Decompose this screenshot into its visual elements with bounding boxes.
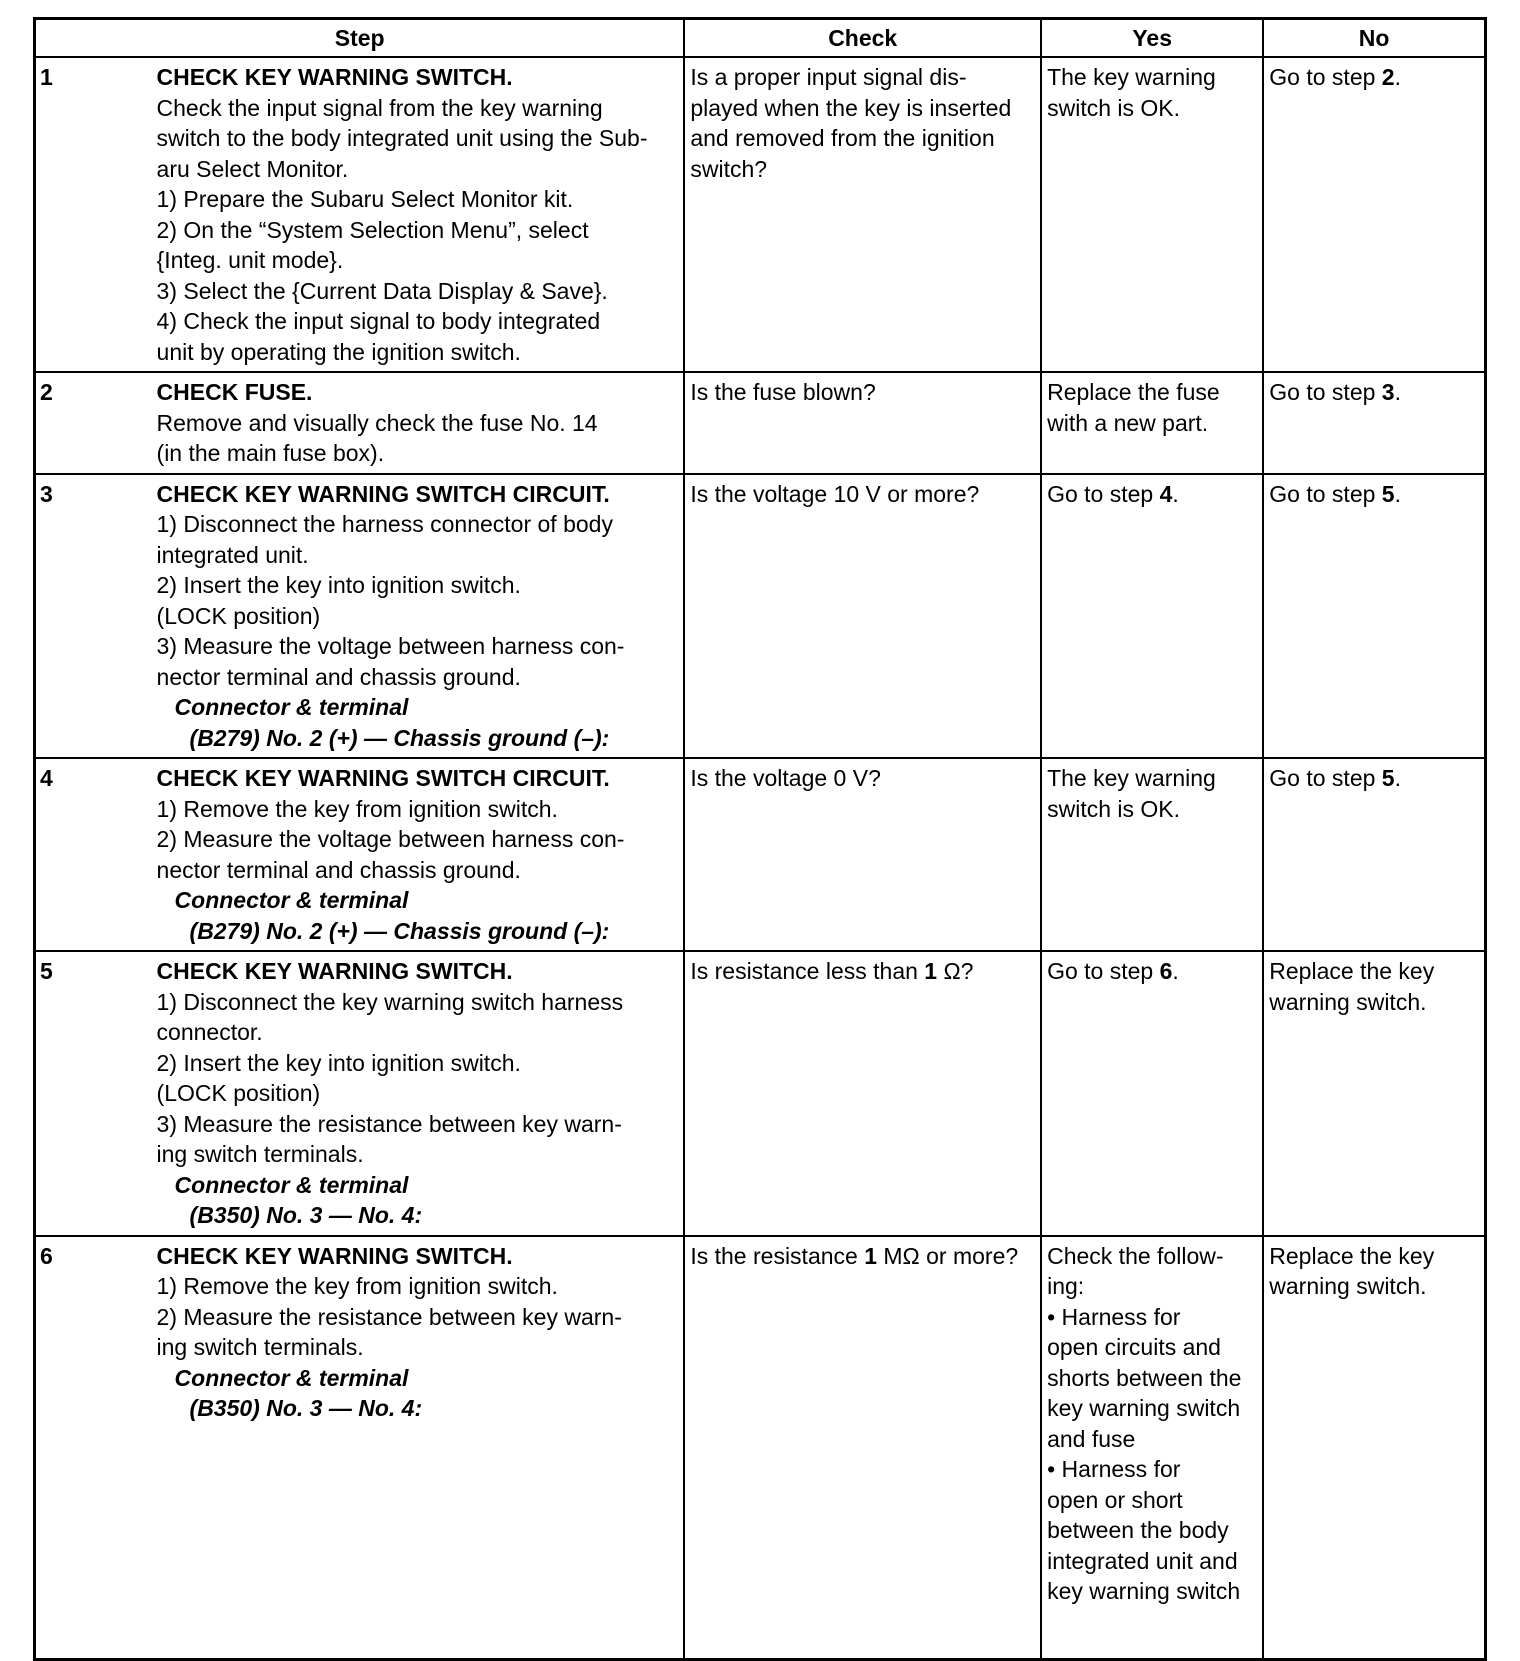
step-line: ing switch terminals. xyxy=(156,1334,364,1360)
step-line: 2) Insert the key into ignition switch. xyxy=(156,572,521,598)
yes-line: open circuits and xyxy=(1047,1334,1221,1360)
step-line: Remove and visually check the fuse No. 14 xyxy=(156,409,598,436)
step-line: 2) Measure the resistance between key warn- xyxy=(156,1303,622,1330)
step-number: 6 xyxy=(35,1236,157,1660)
step-line: (LOCK position) xyxy=(156,1080,321,1106)
no-cell xyxy=(1263,57,1485,372)
header-check: Check xyxy=(684,19,1041,58)
check-bold-value: 1 xyxy=(864,1242,877,1269)
no-step-number: 3 xyxy=(1381,379,1395,405)
yes-line: between the body xyxy=(1047,1517,1229,1543)
step-title: CHECK KEY WARNING SWITCH. xyxy=(156,64,513,90)
yes-line: with a new part. xyxy=(1047,409,1209,436)
no-step-number: 5 xyxy=(1381,480,1395,507)
connector-terminal-value: (B279) No. 2 (+) — Chassis ground (–): xyxy=(189,724,610,751)
check-line: played when the key is inserted xyxy=(690,94,1012,121)
step-line: 1) Disconnect the harness connector of body xyxy=(156,511,613,537)
step-line: (LOCK position) xyxy=(156,602,321,629)
step-line: unit by operating the ignition switch. xyxy=(156,338,521,365)
no-prefix: Go to step xyxy=(1269,64,1382,90)
step-line: nector terminal and chassis ground. xyxy=(156,856,521,883)
connector-terminal-label: Connector & terminal xyxy=(174,1171,409,1198)
no-cell xyxy=(1263,951,1485,1236)
step-cell xyxy=(157,758,685,951)
connector-terminal-value: (B279) No. 2 (+) — Chassis ground (–): xyxy=(189,917,610,944)
step-line: switch to the body integrated unit using the Sub- xyxy=(156,125,648,151)
step-line: 2) Insert the key into ignition switch. xyxy=(156,1049,521,1076)
check-cell xyxy=(684,951,1041,1236)
check-suffix: MΩ or more? xyxy=(877,1242,1019,1269)
step-line: 4) Check the input signal to body integrated xyxy=(156,308,601,334)
yes-cell xyxy=(1041,951,1263,1236)
yes-step-number: 4 xyxy=(1159,480,1173,507)
no-cell xyxy=(1263,758,1485,951)
step-line: 3) Select the {Current Data Display & Save}. xyxy=(156,277,608,304)
step-line: 2) On the “System Selection Menu”, select xyxy=(156,216,589,243)
yes-cell xyxy=(1041,57,1263,372)
check-line: Is the voltage 10 V or more? xyxy=(690,480,980,507)
yes-cell xyxy=(1041,372,1263,474)
step-line: {Integ. unit mode}. xyxy=(156,247,344,273)
step-title: CHECK KEY WARNING SWITCH. xyxy=(156,958,513,984)
step-line: ing switch terminals. xyxy=(156,1141,364,1167)
no-line: Replace the key xyxy=(1269,958,1435,984)
step-title: CHECK FUSE. xyxy=(156,379,313,405)
yes-cell xyxy=(1041,1236,1263,1660)
no-line: warning switch. xyxy=(1269,988,1427,1015)
header-row xyxy=(35,19,1486,58)
step-cell xyxy=(157,474,685,759)
step-line: aru Select Monitor. xyxy=(156,155,349,182)
no-suffix: . xyxy=(1394,480,1401,507)
step-line: 1) Remove the key from ignition switch. xyxy=(156,795,558,822)
no-prefix: Go to step xyxy=(1269,379,1382,405)
step-line: 3) Measure the voltage between harness con- xyxy=(156,633,625,659)
yes-cell xyxy=(1041,474,1263,759)
step-line: 1) Prepare the Subaru Select Monitor kit. xyxy=(156,186,574,212)
yes-prefix: Go to step xyxy=(1047,480,1160,507)
yes-line: • Harness for xyxy=(1047,1303,1181,1330)
no-suffix: . xyxy=(1394,379,1401,405)
connector-terminal-label: Connector & terminal xyxy=(174,1364,409,1391)
yes-prefix: Go to step xyxy=(1047,958,1160,984)
step-line: 1) Disconnect the key warning switch harness xyxy=(156,988,624,1015)
step-cell xyxy=(157,951,685,1236)
check-prefix: Is the resistance xyxy=(690,1242,865,1269)
step-cell xyxy=(157,372,685,474)
step-title: CHECK KEY WARNING SWITCH. xyxy=(156,1242,513,1269)
table-row xyxy=(35,758,1486,951)
connector-terminal-label: Connector & terminal xyxy=(174,694,409,720)
step-title: CHECK KEY WARNING SWITCH CIRCUIT. xyxy=(156,480,610,507)
step-number: 5 xyxy=(35,951,157,1236)
yes-line: Check the follow- xyxy=(1047,1242,1224,1269)
no-line: Replace the key xyxy=(1269,1242,1435,1269)
check-line: Is the fuse blown? xyxy=(690,379,876,405)
step-line: 3) Measure the resistance between key warn- xyxy=(156,1110,622,1137)
check-cell xyxy=(684,57,1041,372)
yes-line: The key warning xyxy=(1047,64,1216,90)
no-prefix: Go to step xyxy=(1269,765,1382,791)
yes-line: open or short xyxy=(1047,1486,1183,1513)
connector-terminal-value: (B350) No. 3 — No. 4: xyxy=(189,1202,423,1228)
step-line: nector terminal and chassis ground. xyxy=(156,663,521,690)
table-row xyxy=(35,1236,1486,1660)
yes-line: integrated unit and xyxy=(1047,1547,1238,1574)
yes-line: switch is OK. xyxy=(1047,795,1181,822)
no-cell xyxy=(1263,372,1485,474)
yes-line: The key warning xyxy=(1047,765,1216,791)
no-cell xyxy=(1263,474,1485,759)
yes-step-number: 6 xyxy=(1159,958,1173,984)
yes-line: switch is OK. xyxy=(1047,94,1181,121)
step-number: 3 xyxy=(35,474,157,759)
step-line: (in the main fuse box). xyxy=(156,440,385,466)
connector-terminal-value: (B350) No. 3 — No. 4: xyxy=(189,1395,423,1421)
yes-cell xyxy=(1041,758,1263,951)
step-cell xyxy=(157,57,685,372)
step-number: 1 xyxy=(35,57,157,372)
check-cell xyxy=(684,372,1041,474)
header-yes: Yes xyxy=(1041,19,1263,58)
table-row xyxy=(35,372,1486,474)
step-number: 2 xyxy=(35,372,157,474)
no-step-number: 5 xyxy=(1381,765,1395,791)
table-row xyxy=(35,951,1486,1236)
yes-line: shorts between the xyxy=(1047,1364,1242,1391)
no-step-number: 2 xyxy=(1381,64,1395,90)
table-row xyxy=(35,57,1486,372)
check-suffix: Ω? xyxy=(937,958,974,984)
no-cell xyxy=(1263,1236,1485,1660)
check-line: switch? xyxy=(690,155,768,182)
step-line: 1) Remove the key from ignition switch. xyxy=(156,1273,558,1299)
check-bold-value: 1 xyxy=(924,958,938,984)
yes-suffix: . xyxy=(1172,480,1179,507)
no-suffix: . xyxy=(1394,64,1401,90)
yes-line: Replace the fuse xyxy=(1047,379,1220,405)
no-prefix: Go to step xyxy=(1269,480,1382,507)
diagnostic-table xyxy=(33,17,1487,1661)
step-cell xyxy=(157,1236,685,1660)
no-suffix: . xyxy=(1394,765,1401,791)
yes-line: • Harness for xyxy=(1047,1456,1181,1482)
step-title: CHECK KEY WARNING SWITCH CIRCUIT. xyxy=(156,765,610,791)
step-line: connector. xyxy=(156,1019,263,1045)
check-cell xyxy=(684,758,1041,951)
step-line: Check the input signal from the key warning xyxy=(156,94,603,121)
check-prefix: Is resistance less than xyxy=(690,958,925,984)
step-line: 2) Measure the voltage between harness con- xyxy=(156,826,625,852)
header-step: Step xyxy=(35,19,685,58)
yes-suffix: . xyxy=(1172,958,1179,984)
check-line: Is a proper input signal dis- xyxy=(690,64,967,90)
step-number: 4 xyxy=(35,758,157,951)
header-no: No xyxy=(1263,19,1485,58)
check-line: and removed from the ignition xyxy=(690,125,995,151)
check-line: Is the voltage 0 V? xyxy=(690,765,881,791)
table-row xyxy=(35,474,1486,759)
check-cell xyxy=(684,1236,1041,1660)
yes-line: and fuse xyxy=(1047,1425,1136,1452)
connector-terminal-label: Connector & terminal xyxy=(174,887,409,913)
yes-line: ing: xyxy=(1047,1273,1085,1299)
no-line: warning switch. xyxy=(1269,1273,1427,1299)
yes-line: key warning switch xyxy=(1047,1578,1241,1604)
step-line: integrated unit. xyxy=(156,541,309,568)
check-cell xyxy=(684,474,1041,759)
yes-line: key warning switch xyxy=(1047,1395,1241,1421)
